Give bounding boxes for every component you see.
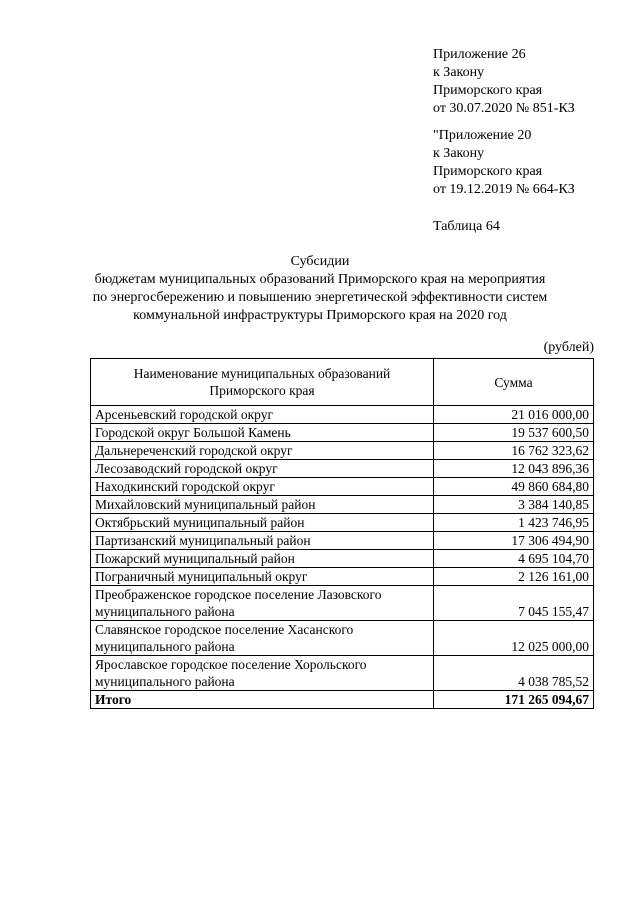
row-sum: 49 860 684,80 <box>434 478 594 496</box>
table-total-row <box>91 691 594 709</box>
row-sum: 21 016 000,00 <box>434 406 594 424</box>
row-name: Партизанский муниципальный район <box>91 532 434 550</box>
row-name: Лесозаводский городской округ <box>91 460 434 478</box>
table-row <box>91 496 594 514</box>
header-block-appendix-20 <box>433 127 575 199</box>
header-line: к Закону <box>433 65 485 80</box>
table-row <box>91 460 594 478</box>
header-line: от 19.12.2019 № 664-КЗ <box>433 182 575 197</box>
row-sum: 4 038 785,52 <box>434 656 594 691</box>
document-title <box>60 253 580 325</box>
table-row <box>91 514 594 532</box>
table-row <box>91 406 594 424</box>
row-sum: 17 306 494,90 <box>434 532 594 550</box>
title-line: бюджетам муниципальных образований Приморского края на мероприятия <box>94 272 546 287</box>
row-sum: 7 045 155,47 <box>434 586 594 621</box>
table-row <box>91 478 594 496</box>
table-header-row <box>91 359 594 406</box>
table-number: Таблица 64 <box>433 219 500 234</box>
row-name: Преображенское городское поселение Лазовского муниципального района <box>91 586 434 621</box>
table-row <box>91 568 594 586</box>
row-name: Пожарский муниципальный район <box>91 550 434 568</box>
row-name: Находкинский городской округ <box>91 478 434 496</box>
row-sum: 3 384 140,85 <box>434 496 594 514</box>
table-row <box>91 424 594 442</box>
row-sum: 12 025 000,00 <box>434 621 594 656</box>
table-row <box>91 442 594 460</box>
table-row <box>91 656 594 691</box>
total-sum: 171 265 094,67 <box>434 691 594 709</box>
header-line: к Закону <box>433 146 485 161</box>
column-header-sum: Сумма <box>434 359 594 406</box>
header-line: Приморского края <box>433 164 543 179</box>
column-header-name: Наименование муниципальных образований Приморского края <box>91 359 434 406</box>
table-row <box>91 586 594 621</box>
row-sum: 4 695 104,70 <box>434 550 594 568</box>
header-line: от 30.07.2020 № 851-КЗ <box>433 101 575 116</box>
total-label: Итого <box>91 691 434 709</box>
title-line: Субсидии <box>290 254 350 269</box>
title-line: по энергосбережению и повышению энергетической эффективности систем <box>92 290 548 305</box>
row-sum: 16 762 323,62 <box>434 442 594 460</box>
row-name: Пограничный муниципальный округ <box>91 568 434 586</box>
row-name: Октябрьский муниципальный район <box>91 514 434 532</box>
row-name: Арсеньевский городской округ <box>91 406 434 424</box>
row-name: Ярославское городское поселение Хорольского муниципального района <box>91 656 434 691</box>
header-line: Приморского края <box>433 83 543 98</box>
table-row <box>91 550 594 568</box>
row-sum: 19 537 600,50 <box>434 424 594 442</box>
header-line: Приложение 26 <box>433 47 526 62</box>
row-sum: 12 043 896,36 <box>434 460 594 478</box>
row-sum: 2 126 161,00 <box>434 568 594 586</box>
row-name: Дальнереченский городской округ <box>91 442 434 460</box>
header-block-appendix-26 <box>433 46 575 118</box>
table-row <box>91 621 594 656</box>
row-name: Городской округ Большой Камень <box>91 424 434 442</box>
row-name: Михайловский муниципальный район <box>91 496 434 514</box>
subsidies-table <box>90 358 594 709</box>
row-name: Славянское городское поселение Хасанского муниципального района <box>91 621 434 656</box>
table-row <box>91 532 594 550</box>
units-label: (рублей) <box>543 340 594 355</box>
title-line: коммунальной инфраструктуры Приморского края на 2020 год <box>133 308 507 323</box>
header-line: "Приложение 20 <box>433 128 532 143</box>
row-sum: 1 423 746,95 <box>434 514 594 532</box>
